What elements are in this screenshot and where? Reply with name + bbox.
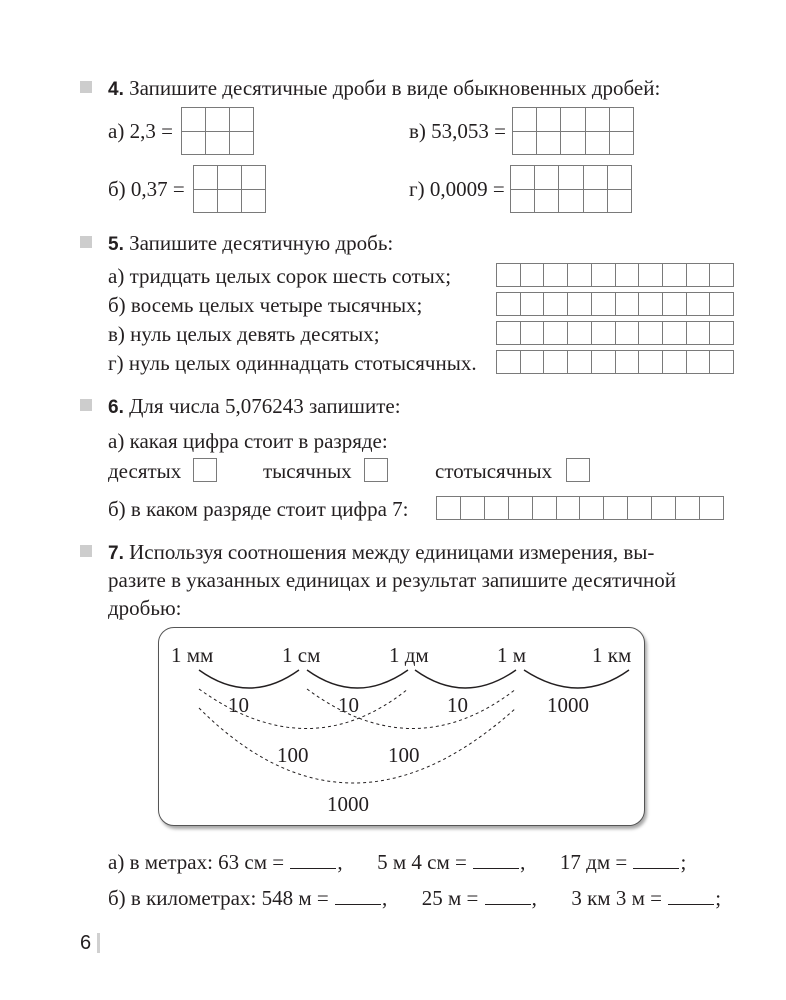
unit-m: 1 м <box>497 643 527 667</box>
answer-blank[interactable] <box>335 888 381 905</box>
task-7a-item-3: 17 дм = <box>559 850 628 874</box>
task-bullet <box>80 399 92 411</box>
task-4b-label: б) 0,37 = <box>108 177 185 201</box>
task-7a-item-2: 5 м 4 см = <box>377 850 467 874</box>
task-text: Используя соотношения между единицами измерения, вы- <box>129 540 655 564</box>
task-number: 7. <box>108 543 124 564</box>
factor-cm-m: 100 <box>388 743 420 767</box>
factor-mm-m: 1000 <box>327 792 369 816</box>
task-4g-label: г) 0,0009 = <box>409 177 505 201</box>
task-6-heading <box>108 396 401 417</box>
task-7b-prefix: б) в километрах: 548 м = <box>108 886 329 910</box>
arc-m-km <box>524 670 629 688</box>
task-4a-label: а) 2,3 = <box>108 119 173 143</box>
factor-mm-dm: 100 <box>277 743 309 767</box>
task-5-heading <box>108 233 393 254</box>
arc-cm-dm <box>307 670 408 688</box>
unit-mm: 1 мм <box>171 643 214 667</box>
place-label-thousandths: тысячных <box>263 459 352 483</box>
arc-mm-cm <box>199 670 299 688</box>
answer-box-hundred-thousandths[interactable] <box>566 458 590 482</box>
task-7b-row: б) в километрах: 548 м = , 25 м = , 3 км 3 м = ; <box>108 886 722 910</box>
factor-cm-dm: 10 <box>338 693 359 717</box>
factor-m-km: 1000 <box>547 693 589 717</box>
unit-km: 1 км <box>592 643 632 667</box>
task-bullet <box>80 545 92 557</box>
place-label-tenths: десятых <box>108 459 182 483</box>
task-5g-answer-grid[interactable] <box>496 350 734 374</box>
task-7b-item-3: 3 км 3 м = <box>571 886 662 910</box>
task-5v-answer-grid[interactable] <box>496 321 734 345</box>
place-label-hundred-thousandths: стотысячных <box>435 459 553 483</box>
task-5a-answer-grid[interactable] <box>496 263 734 287</box>
task-7-line-3: дробью: <box>108 596 182 620</box>
task-7-line-2: разите в указанных единицах и результат запишите десятичной <box>108 568 677 592</box>
unit-dm: 1 дм <box>389 643 429 667</box>
task-6b-label: б) в каком разряде стоит цифра 7: <box>108 497 409 521</box>
page-number: 6 <box>80 932 92 954</box>
task-bullet <box>80 236 92 248</box>
arc-dm-m <box>415 670 516 688</box>
task-7b-item-2: 25 м = <box>421 886 479 910</box>
task-4v-label: в) 53,053 = <box>409 119 507 143</box>
answer-box-tenths[interactable] <box>193 458 217 482</box>
task-4-heading <box>108 78 660 99</box>
page-number-divider <box>97 933 100 953</box>
answer-blank[interactable] <box>485 888 531 905</box>
answer-blank[interactable] <box>290 852 336 869</box>
unit-cm: 1 см <box>282 643 321 667</box>
task-title: Запишите десятичные дроби в виде обыкновенных дробей: <box>129 76 661 100</box>
task-number: 5. <box>108 234 124 255</box>
answer-blank[interactable] <box>633 852 679 869</box>
task-5a-label: а) тридцать целых сорок шесть сотых; <box>108 264 452 288</box>
task-4g-answer-grid[interactable] <box>510 165 632 213</box>
task-6b-answer-grid[interactable] <box>436 496 724 520</box>
task-number: 6. <box>108 397 124 418</box>
task-5b-answer-grid[interactable] <box>496 292 734 316</box>
task-5b-label: б) восемь целых четыре тысячных; <box>108 293 423 317</box>
task-number: 4. <box>108 79 124 100</box>
task-title: Запишите десятичную дробь: <box>129 231 394 255</box>
task-6a-label: а) какая цифра стоит в разряде: <box>108 429 388 453</box>
task-7-line-1 <box>108 542 728 563</box>
answer-blank[interactable] <box>473 852 519 869</box>
factor-mm-cm: 10 <box>228 693 249 717</box>
task-5g-label: г) нуль целых одиннадцать стотысячных. <box>108 351 477 375</box>
task-bullet <box>80 81 92 93</box>
task-title: Для числа 5,076243 запишите: <box>129 394 401 418</box>
answer-box-thousandths[interactable] <box>364 458 388 482</box>
factor-dm-m: 10 <box>447 693 468 717</box>
task-4b-answer-grid[interactable] <box>193 165 266 213</box>
task-7a-row: а) в метрах: 63 см = , 5 м 4 см = , 17 дм = ; <box>108 850 687 874</box>
answer-blank[interactable] <box>668 888 714 905</box>
task-7a-prefix: а) в метрах: 63 см = <box>108 850 285 874</box>
unit-conversion-diagram <box>158 627 645 826</box>
task-5v-label: в) нуль целых девять десятых; <box>108 322 380 346</box>
task-4v-answer-grid[interactable] <box>512 107 634 155</box>
task-4a-answer-grid[interactable] <box>181 107 254 155</box>
